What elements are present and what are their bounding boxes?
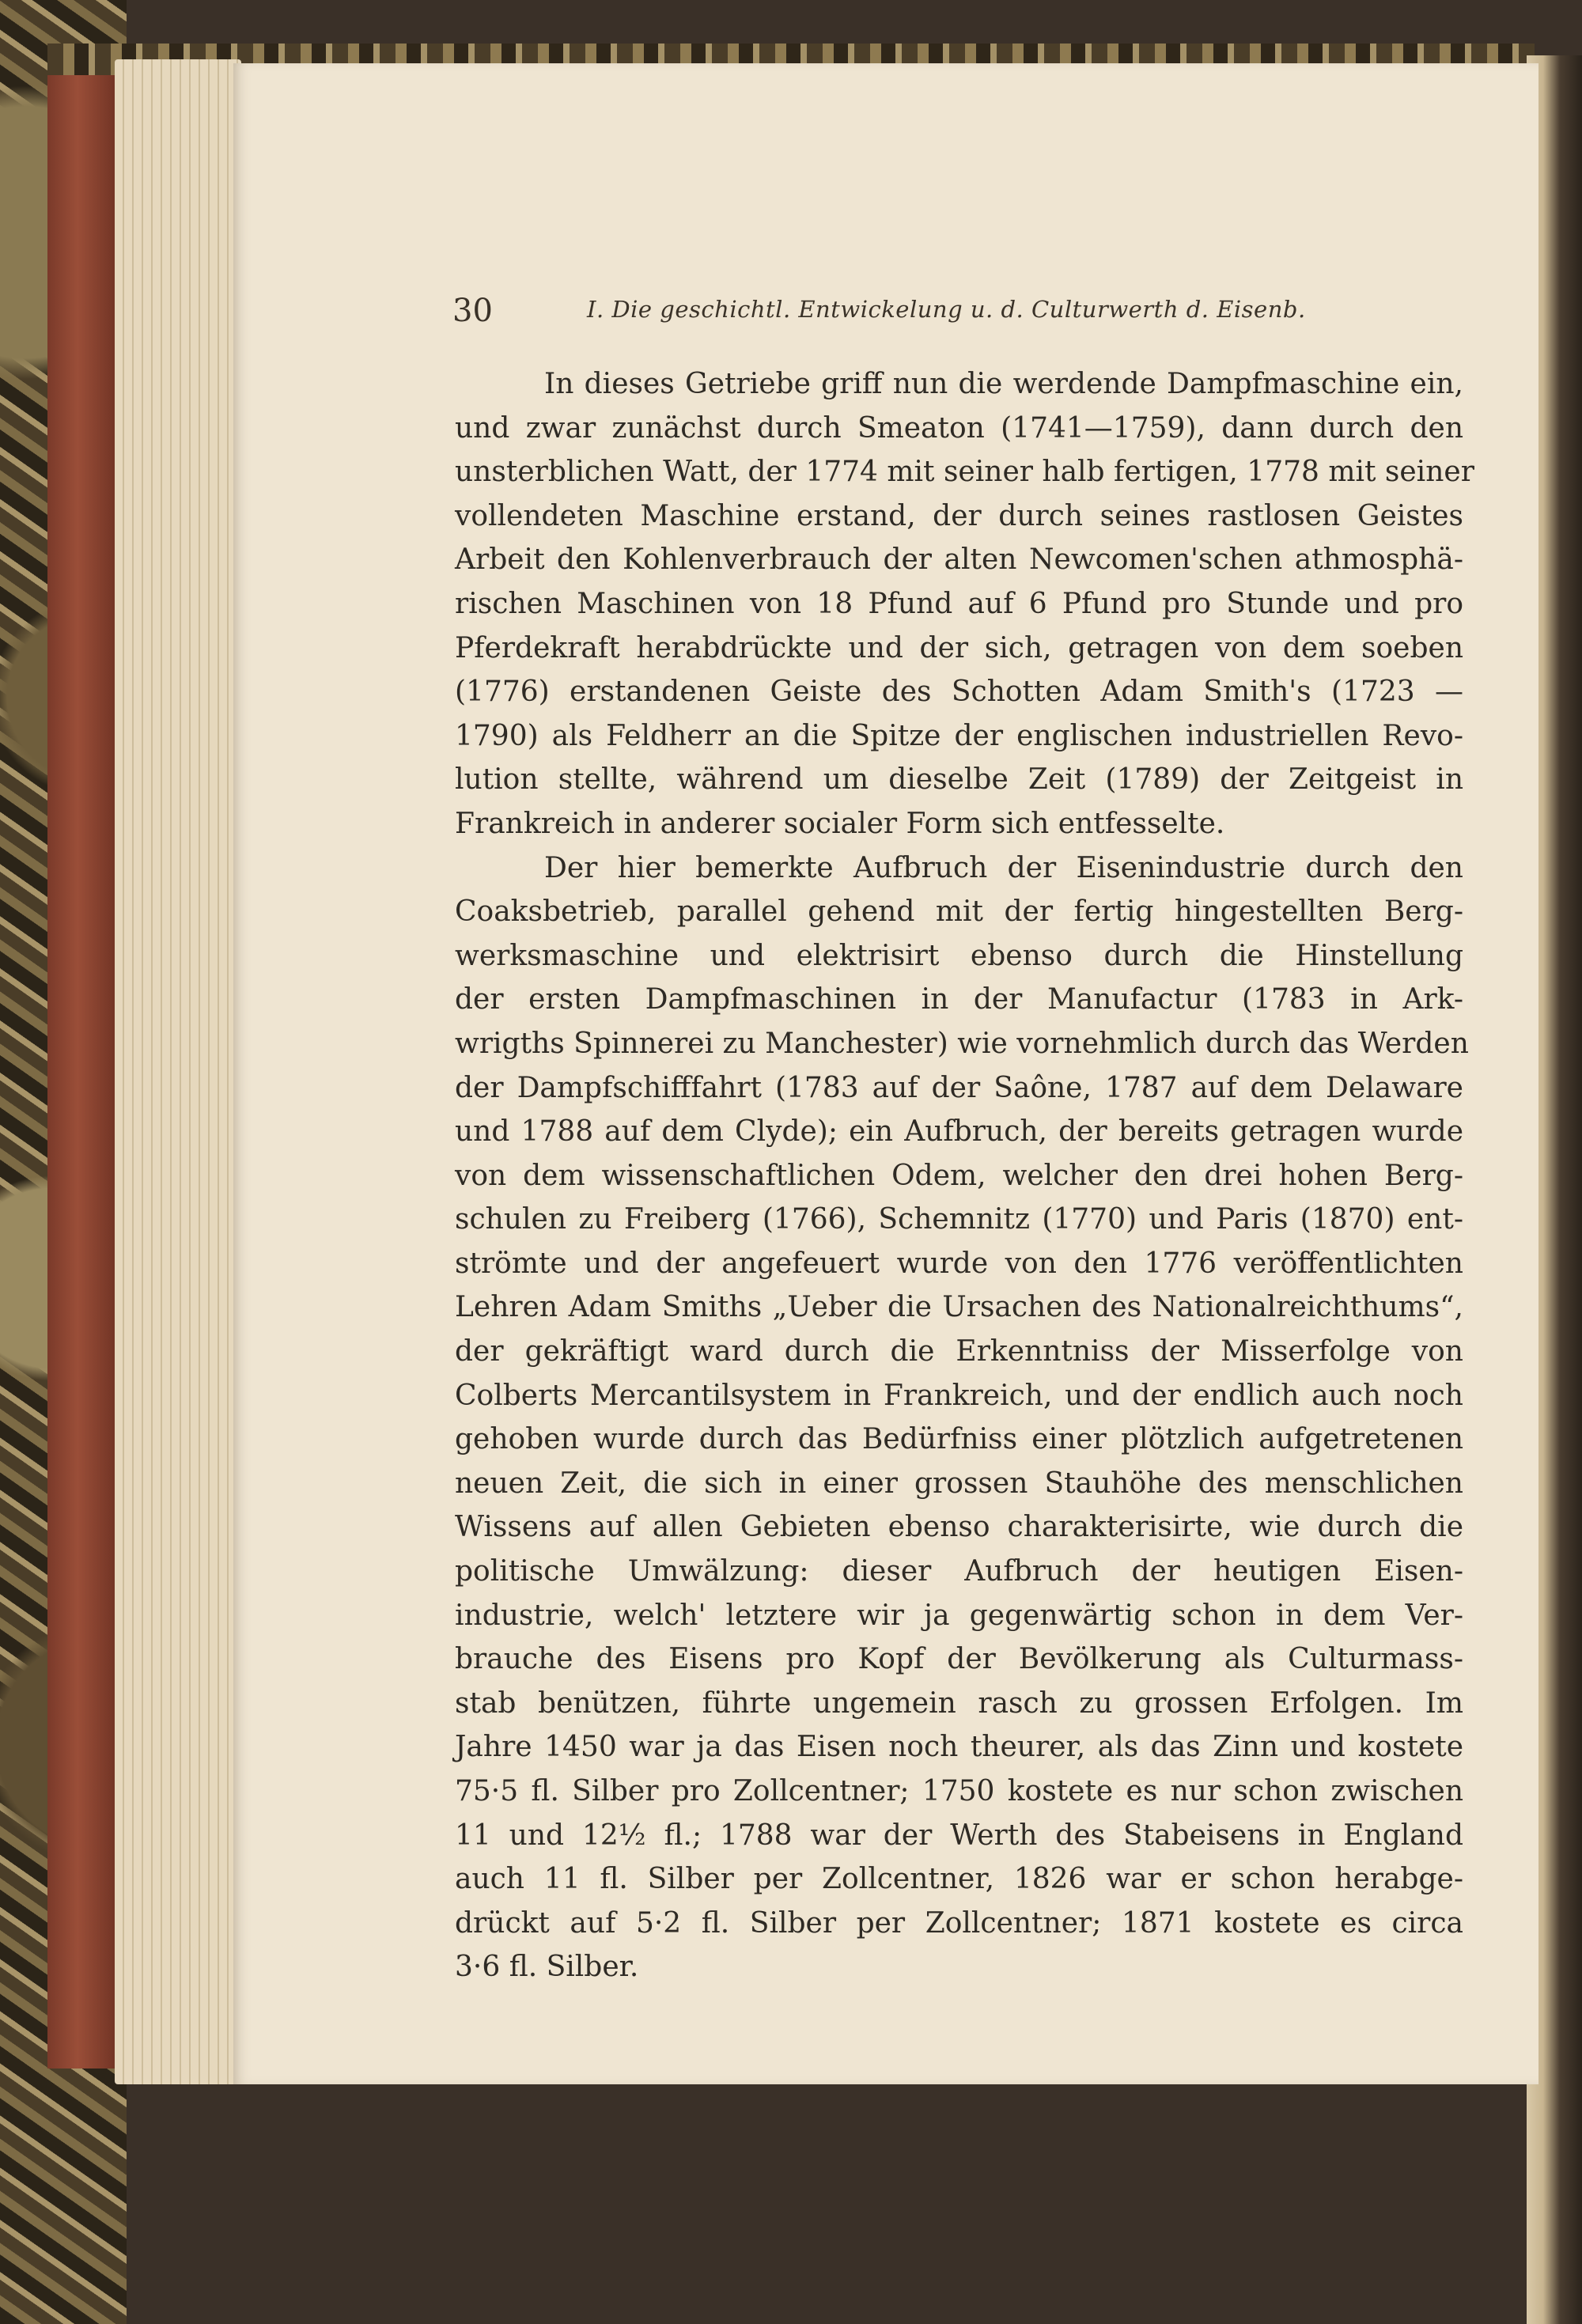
text-line: stab benützen, führte ungemein rasch zu grossen Erfolgen. Im xyxy=(455,1686,1463,1720)
text-line: der gekräftigt ward durch die Erkenntniss der Misserfolge von xyxy=(455,1335,1463,1368)
text-line: auch 11 fl. Silber per Zollcentner, 1826 war er schon herabge- xyxy=(455,1863,1463,1896)
text-line: Colberts Mercantilsystem in Frankreich, und der endlich auch noch xyxy=(455,1379,1463,1412)
text-line: gehoben wurde durch das Bedürfniss einer plötzlich aufgetretenen xyxy=(455,1423,1463,1456)
text-line: werksmaschine und elektrisirt ebenso durch die Hinstellung xyxy=(455,939,1463,972)
text-line: schulen zu Freiberg (1766), Schemnitz (1770) und Paris (1870) ent- xyxy=(455,1203,1463,1236)
text-line: 3·6 fl. Silber. xyxy=(455,1951,639,1984)
text-line: der ersten Dampfmaschinen in der Manufactur (1783 in Ark- xyxy=(455,983,1463,1016)
page-header xyxy=(452,293,1473,332)
text-line: strömte und der angefeuert wurde von den 1776 veröffentlichten xyxy=(455,1247,1463,1280)
running-head: I. Die geschichtl. Entwickelung u. d. Culturwerth d. Eisenb. xyxy=(587,296,1306,323)
text-line: Coaksbetrieb, parallel gehend mit der fertig hingestellten Berg- xyxy=(455,895,1463,929)
text-line: und zwar zunächst durch Smeaton (1741—1759), dann durch den xyxy=(455,411,1463,445)
text-line: (1776) erstandenen Geiste des Schotten Adam Smith's (1723 — xyxy=(455,676,1463,709)
text-line: Arbeit den Kohlenverbrauch der alten Newcomen'schen athmosphä- xyxy=(455,543,1463,577)
text-line: vollendeten Maschine erstand, der durch seines rastlosen Geistes xyxy=(455,499,1463,532)
text-line: Pferdekraft herabdrückte und der sich, getragen von dem soeben xyxy=(455,631,1463,664)
text-line: 11 und 12½ fl.; 1788 war der Werth des Stabeisens in England xyxy=(455,1819,1463,1852)
text-line: Wissens auf allen Gebieten ebenso charakterisirte, wie durch die xyxy=(455,1511,1463,1544)
text-line: lution stellte, während um dieselbe Zeit (1789) der Zeitgeist in xyxy=(455,763,1463,797)
text-line: unsterblichen Watt, der 1774 mit seiner halb fertigen, 1778 mit seiner xyxy=(455,456,1474,489)
text-line: industrie, welch' letztere wir ja gegenwärtig schon in dem Ver- xyxy=(455,1599,1463,1632)
text-line: 1790) als Feldherr an die Spitze der englischen industriellen Revo- xyxy=(455,719,1463,752)
text-line: Jahre 1450 war ja das Eisen noch theurer, als das Zinn und kostete xyxy=(455,1731,1463,1764)
text-line: von dem wissenschaftlichen Odem, welcher den drei hohen Berg- xyxy=(455,1159,1463,1192)
page-number: 30 xyxy=(452,293,493,329)
text-line: Der hier bemerkte Aufbruch der Eisenindustrie durch den xyxy=(544,851,1463,884)
text-line: politische Umwälzung: dieser Aufbruch der heutigen Eisen- xyxy=(455,1555,1463,1588)
text-line: 75·5 fl. Silber pro Zollcentner; 1750 kostete es nur schon zwischen xyxy=(455,1775,1463,1807)
text-line: wrigths Spinnerei zu Manchester) wie vornehmlich durch das Werden xyxy=(455,1027,1469,1060)
text-line: Frankreich in anderer socialer Form sich entfesselte. xyxy=(455,807,1225,840)
text-line: brauche des Eisens pro Kopf der Bevölkerung als Culturmass- xyxy=(455,1643,1463,1676)
text-line: rischen Maschinen von 18 Pfund auf 6 Pfund pro Stunde und pro xyxy=(455,587,1463,620)
text-line: der Dampfschifffahrt (1783 auf der Saône, 1787 auf dem Delaware xyxy=(455,1071,1463,1104)
text-line: In dieses Getriebe griff nun die werdende Dampfmaschine ein, xyxy=(544,368,1463,400)
cover-leather-edge xyxy=(47,44,123,2069)
text-line: neuen Zeit, die sich in einer grossen Stauhöhe des menschlichen xyxy=(455,1467,1463,1500)
text-line: Lehren Adam Smiths „Ueber die Ursachen des Nationalreichthums“, xyxy=(455,1291,1463,1324)
page-edges xyxy=(115,59,241,2084)
text-line: und 1788 auf dem Clyde); ein Aufbruch, der bereits getragen wurde xyxy=(455,1115,1463,1149)
text-line: drückt auf 5·2 fl. Silber per Zollcentner; 1871 kostete es circa xyxy=(455,1906,1463,1940)
body-text xyxy=(455,362,1474,1989)
